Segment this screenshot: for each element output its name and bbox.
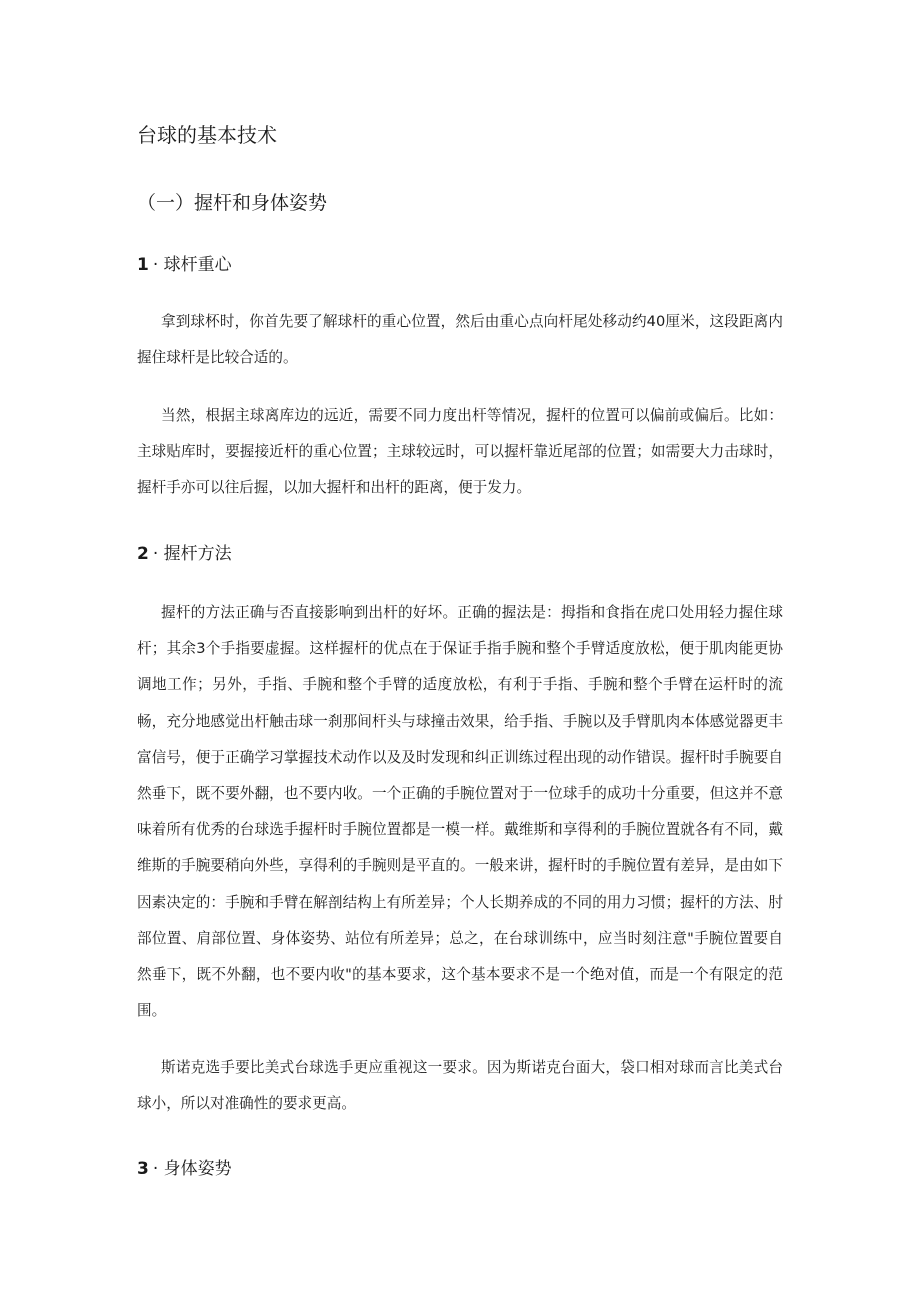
subsection-heading-2 [137,542,232,566]
section-title: （一）握杆和身体姿势 [137,192,328,214]
subsection-title: · 握杆方法 [152,544,232,564]
subsection-heading-3 [137,1157,232,1181]
paragraph: 握杆的方法正确与否直接影响到出杆的好坏。正确的握法是：拇指和食指在虎口处用轻力握住球杆；其余3个手指要虚握。这样握杆的优点在于保证手指手腕和整个手臂适度放松，便于肌肉能更协调地工作；另外，手指、手腕和整个手臂的适度放松，有利于手指、手腕和整个手臂在运杆时的流畅，充分地感觉出杆触击球一刹那间杆头与球撞击效果，给手指、手腕以及手臂肌肉本体感觉器更丰富信号，便于正确学习掌握技术动作以及及时发现和纠正训练过程出现的动作错误。握杆时手腕要自然垂下，既不要外翻，也不要内收。一个正确的手腕位置对于一位球手的成功十分重要，但这并不意味着所有优秀的台球选手握杆时手腕位置都是一模一样。戴维斯和享得利的手腕位置就各有不同，戴维斯的手腕要稍向外些，享得利的手腕则是平直的。一般来讲，握杆时的手腕位置有差异，是由如下因素决定的：手腕和手臂在解剖结构上有所差异；个人长期养成的不同的用力习惯；握杆的方法、肘部位置、肩部位置、身体姿势、站位有所差异；总之，在台球训练中，应当时刻注意"手腕位置要自然垂下，既不外翻，也不要内收"的基本要求，这个基本要求不是一个绝对值，而是一个有限定的范围。 [137,604,783,1020]
subsection-number: 1 [137,255,149,275]
subsection-title: · 球杆重心 [152,255,232,275]
subsection-number: 3 [137,1159,149,1179]
paragraph: 拿到球杯时，你首先要了解球杆的重心位置，然后由重心点向杆尾处移动约40厘米，这段距离内握住球杆是比较合适的。 [137,313,783,367]
paragraph: 当然，根据主球离库边的远近，需要不同力度出杆等情况，握杆的位置可以偏前或偏后。比如：主球贴库时，要握接近杆的重心位置；主球较远时，可以握杆靠近尾部的位置；如需要大力击球时，握杆手亦可以往后握，以加大握杆和出杆的距离，便于发力。 [137,407,783,497]
subsection-title: · 身体姿势 [152,1159,232,1179]
subsection-heading-1 [137,253,232,277]
subsection-number: 2 [137,544,149,564]
document-title: 台球的基本技术 [137,123,277,147]
paragraph: 斯诺克选手要比美式台球选手更应重视这一要求。因为斯诺克台面大，袋口相对球而言比美式台球小，所以对准确性的要求更高。 [137,1059,783,1113]
